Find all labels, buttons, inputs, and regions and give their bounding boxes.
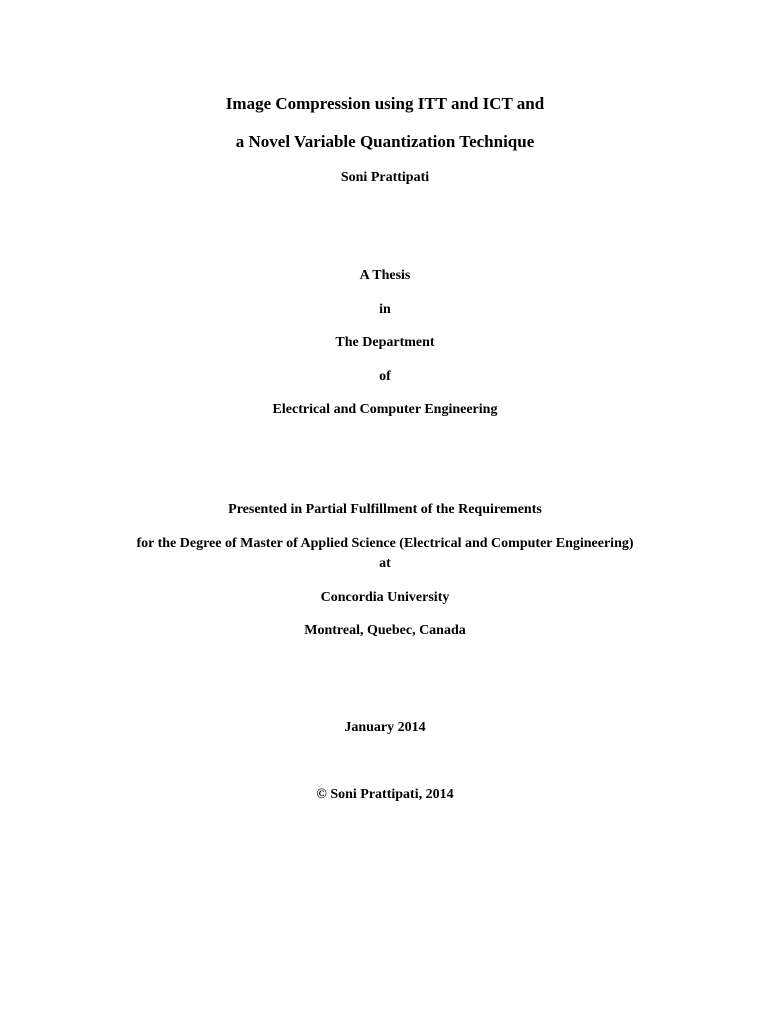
- submission-date: January 2014: [344, 720, 426, 735]
- of-word: of: [379, 369, 391, 384]
- university-name: Concordia University: [320, 590, 450, 605]
- department-label: The Department: [335, 335, 435, 350]
- thesis-title-line-2: a Novel Variable Quantization Technique: [235, 132, 535, 151]
- copyright-notice: © Soni Prattipati, 2014: [316, 787, 454, 802]
- thesis-title-line-1: Image Compression using ITT and ICT and: [225, 94, 545, 113]
- university-location: Montreal, Quebec, Canada: [304, 623, 466, 638]
- fulfillment-statement: Presented in Partial Fulfillment of the Requirements: [228, 502, 542, 517]
- author-name: Soni Prattipati: [340, 170, 430, 185]
- at-word: at: [379, 556, 391, 571]
- department-name: Electrical and Computer Engineering: [272, 402, 498, 417]
- in-word: in: [379, 302, 391, 317]
- thesis-label: A Thesis: [359, 268, 411, 283]
- degree-statement: for the Degree of Master of Applied Science (Electrical and Computer Engineering): [136, 536, 634, 551]
